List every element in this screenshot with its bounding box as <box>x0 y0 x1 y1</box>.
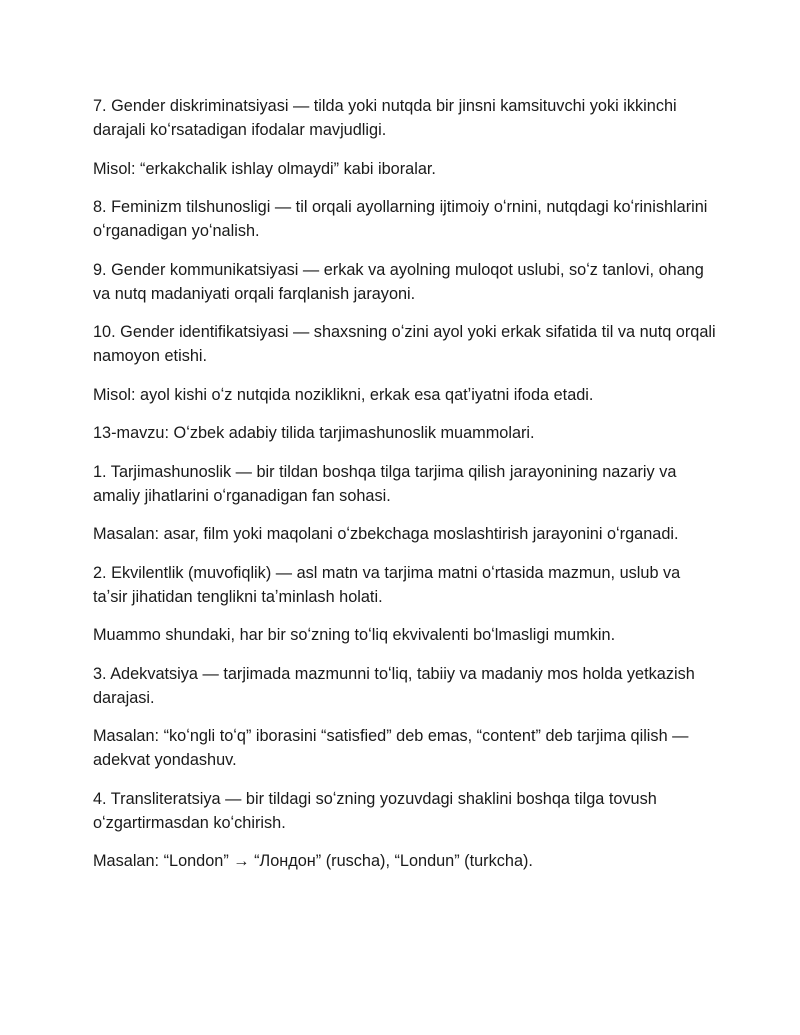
paragraph-example: Misol: “erkakchalik ishlay olmaydi” kabi iboralar. <box>93 159 436 178</box>
paragraph-note: Muammo shundaki, har bir soʻzning toʻliq ekvivalenti boʻlmasligi mumkin. <box>93 626 616 644</box>
paragraph-example: Misol: ayol kishi oʻz nutqida noziklikni, erkak esa qatʼiyatni ifoda etadi. <box>93 385 594 404</box>
paragraph-gender-identification: 10. Gender identifikatsiyasi — shaxsning oʻzini ayol yoki erkak sifatida til va nutq orqali namoyon etishi. <box>93 323 716 365</box>
paragraph-adequacy: 3. Adekvatsiya — tarjimada mazmunni toʻliq, tabiiy va madaniy mos holda yetkazish darajasi. <box>93 664 695 707</box>
paragraph-example: Masalan: “koʻngli toʻq” iborasini “satisfied” deb emas, “content” deb tarjima qilish — adekvat yondashuv. <box>93 727 689 769</box>
paragraph-translation-studies: 1. Tarjimashunoslik — bir tildan boshqa tilga tarjima qilish jarayonining nazariy va amaliy jihatlarini oʻrganadigan fan sohasi. <box>93 462 677 505</box>
paragraph-topic-heading: 13-mavzu: Oʻzbek adabiy tilida tarjimashunoslik muammolari. <box>93 424 535 442</box>
paragraph-example: Masalan: asar, film yoki maqolani oʻzbekchaga moslashtirish jarayonini oʻrganadi. <box>93 525 679 543</box>
document-body <box>93 94 718 888</box>
paragraph-example: Masalan: “London” → “Лондон” (ruscha), “Londun” (turkcha). <box>93 852 533 870</box>
paragraph-equivalence: 2. Ekvilentlik (muvofiqlik) — asl matn va tarjima matni oʻrtasida mazmun, uslub va taʼsir jihatidan tenglikni taʼminlash holati. <box>93 563 681 606</box>
paragraph-transliteration: 4. Transliteratsiya — bir tildagi soʻzning yozuvdagi shaklini boshqa tilga tovush oʻzgartirmasdan koʻchirish. <box>93 789 657 832</box>
paragraph-gender-communication: 9. Gender kommunikatsiyasi — erkak va ayolning muloqot uslubi, soʻz tanlovi, ohang va nutq madaniyati orqali farqlanish jarayoni. <box>93 260 704 303</box>
paragraph-gender-discrimination: 7. Gender diskriminatsiyasi — tilda yoki nutqda bir jinsni kamsituvchi yoki ikkinchi darajali koʻrsatadigan ifodalar mavjudligi. <box>93 97 677 139</box>
paragraph-feminism-linguistics: 8. Feminizm tilshunosligi — til orqali ayollarning ijtimoiy oʻrnini, nutqdagi koʻrinishlarini oʻrganadigan yoʻnalish. <box>93 198 708 240</box>
